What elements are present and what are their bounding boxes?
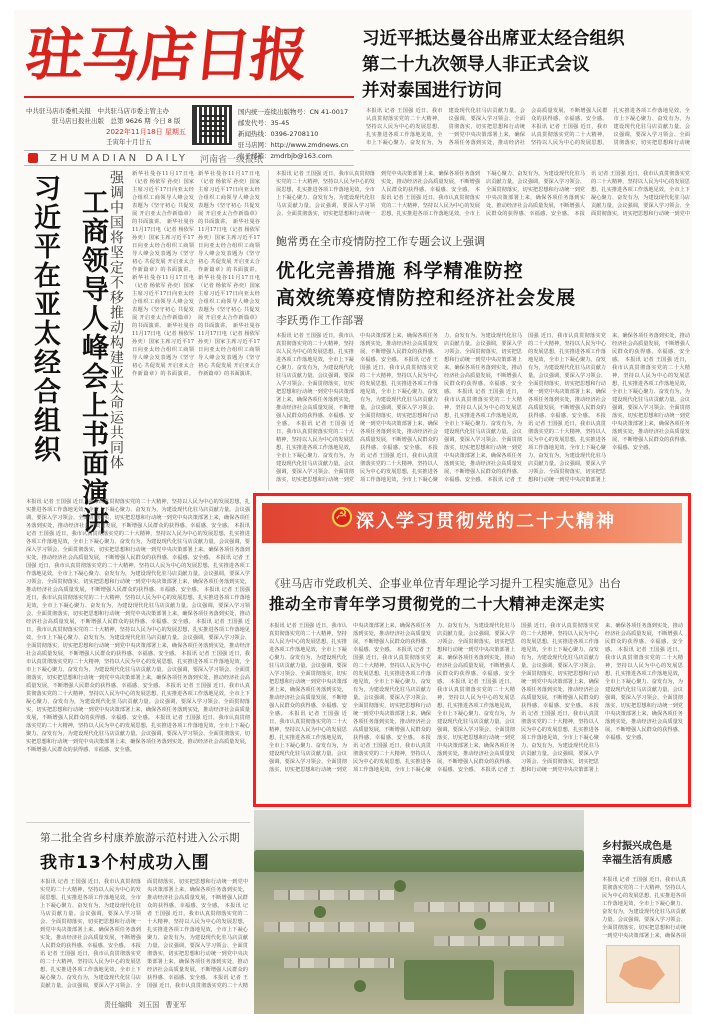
english-strip — [24, 150, 354, 166]
mid-story-kicker: 鲍常勇在全市疫情防控工作专题会议上强调 — [276, 235, 485, 248]
photo-tree-line — [254, 850, 584, 872]
divider — [360, 150, 690, 151]
photo-caption-body: 本报讯 记者 王国强 近日，我市认真贯彻落实党的二十大精神，坚持以人民为中心的发展思想，扎实推进各项工作落地见效，全市上下凝心聚力、奋发有为，为建设现代化驻马店贡献力量。会议强调，要深入学习领会、全面贯彻落实，切实把思想和行动统一到党中央决策部署上来，确保各项 — [602, 877, 686, 939]
english-name: ZHUMADIAN DAILY — [50, 152, 188, 164]
qr-code-icon[interactable] — [192, 105, 232, 145]
brand-mark-icon — [28, 153, 38, 163]
photo-house-row — [264, 922, 414, 932]
footer-editors: 责任编辑 刘玉国 曹亚军 — [104, 1001, 187, 1009]
website-link[interactable]: 驻马店网：http://www.zmdnews.cn — [238, 141, 349, 149]
photo-field — [404, 960, 494, 1000]
photo-house-row — [434, 936, 564, 946]
mid-story-byline: 李跃勇作工作部署 — [276, 314, 364, 327]
party-emblem-icon — [332, 507, 352, 527]
masthead-headline-line-2: 第二十九次领导人非正式会议 — [362, 55, 590, 75]
issue-date: 2022年11月18日 星期五 — [106, 128, 186, 136]
photo-tree — [354, 980, 366, 992]
province-tag: 河南省一级报纸 — [199, 154, 263, 165]
column-divider — [268, 170, 269, 490]
masthead-rule — [24, 96, 354, 98]
postal-code: 邮发代号：35-45 — [238, 119, 290, 127]
email-link[interactable]: 电子邮箱：zmdrbjb@163.com — [238, 152, 332, 160]
top-right-article-body: 本报讯 记者 王国强 近日，我市认真贯彻落实党的二十大精神，坚持以人民为中心的发展思想，扎实推进各项工作落地见效，全市上下凝心聚力、奋发有为，为建设现代化驻马店贡献力量。会议强调，要深入学习领会、全面贯彻落实，切实把思想和行动统一到党中央决策部署上来，确保各项任务落到实处，推动经济社会高质量发展，不断增强人民群众的获得感、幸福感、安全感。 本报讯 记者 王国强 近日，我市认真贯彻落实党的二十大精神，坚持以人民为中心的发展思想，扎实推进各项工作落地见效，全市上下凝心聚力、奋发有为，为建设现代化驻马店贡献力量。会议强调，要深入学习领会、全面贯彻落实，切实把思想和行动统 — [366, 108, 690, 146]
masthead-headline-line-1: 习近平抵达曼谷出席亚太经合组织 — [362, 29, 625, 49]
masthead-headline-line-3: 并对泰国进行访问 — [362, 81, 502, 101]
photo-house-row — [284, 958, 394, 968]
mid-story-body: 本报讯 记者 王国强 近日，我市认真贯彻落实党的二十大精神，坚持以人民为中心的发展思想，扎实推进各项工作落地见效，全市上下凝心聚力、奋发有为，为建设现代化驻马店贡献力量。会议强调，要深入学习领会、全面贯彻落实，切实把思想和行动统一到党中央决策部署上来，确保各项任务落到实处，推动经济社会高质量发展，不断增强人民群众的获得感、幸福感、安全感。 本报讯 记者 王国强 近日，我市认真贯彻落实党的二十大精神，坚持以人民为中心的发展思想，扎实推进各项工作落地见效，全市上下凝心聚力、奋发有为，为建设现代化驻马店贡献力量。会议强调，要深入学习领会、全面贯彻落实，切实把思想和行动统一到党中央决策部署上来，确保各项任务落到实处，推动经济社会高质量发展，不断增强人民群众的获得感、幸福感、安全感。 本报讯 记者 王国强 近日，我市认真贯彻落实党的二十大精神，坚持以人民为中心的发展思想，扎实推进各项工作落地见效，全市上下凝心聚力、奋发有为，为建设现代化驻马店贡献力量。会议强调，要深入学习领会、全面贯彻落实，切实把思想和行动统一到党中央决策部署上来，确保各项任务落到实处，推动经济社会高质量发展，不断增强人民群众的获得感、幸福感、安全感。 本报讯 记者 王国强 近日，我市认真贯彻落实党的二十大精神，坚持以人民为中心的发展思想，扎实推进各项工作落地见效，全市上下凝心聚力、奋发有为，为建设现代化驻马店贡献力量。会议强调，要深入学习领会、全面贯彻落实，切实把思想和行动统一到党中央决策部署上来，确保各项任务落到实处，推动经济社会高质量发展，不断增强人民群众的获得感、幸福感、安全感。 本报讯 记者 王国强 近日，我市认真贯彻落实党的二十大精神，坚持以人民为中心的发展思想，扎实推进各项工作落地见效，全市上下凝心聚力、奋发有为，为建设现代化驻马店贡献力量。会议强调，要深入学习领会、全面贯彻落实，切实把思想和行动统一到党中央决策部署上来，确保各项任务落到实处，推动经济社会高质量发展，不断增强人民群众的获得感、幸福感、安全感。 本报讯 记者 王国强 近日，我市认真贯彻落实党的二十大精神，坚持以人民为中心的发展思想，扎实推进各项工作落地见效，全市上下凝心聚力、奋发有为，为建设现代化驻马店贡献力量。会议强调，要深入学习领会、全面贯彻落实，切实把思想和行动统一到党中央决策部署上来，确保各项任务落到实处，推动经济社会高质量发展，不断增强人民群众的获得感、幸福感、安全感。 本报讯 记者 王国强 近日，我市认真贯彻落实党的二十大精神，坚持以人民为中心的发展思想，扎实推进各项工作落地见效，全市上下凝心聚力、奋发有为，为建设现代化驻马店贡献力量。会议强调，要深入学习领会、全面贯彻落实，切实把思想和行动统一到党中央决策部署上来，确保各项任务落到实处，推动经济社会高质量发展，不断增强人民群众的获得感、幸福感、安全感。 本报讯 记者 王国强 近日，我市认真贯彻落实党的二十大精神，坚持以人民为中心的发展思想，扎实推进各项工作落地见效，全市上下凝心聚力、奋发有为，为建设现代化驻马店贡献力量。会议强调，要深入学习领会、全面贯彻落实，切实把思想和行动统一到党中央决策部署上来，确保各项任务落到实处，推动经济社会高质量发展，不断增强人民群众的获得感、幸福感、安全感。 — [276, 333, 690, 483]
lunar-date: 壬寅年十月廿五 — [106, 138, 152, 146]
mid-story-title-line-2[interactable]: 高效统筹疫情防控和经济社会发展 — [276, 287, 577, 309]
lead-story-body: 新华社曼谷11月17日电（记者 杨依军 孙奕）国家主席习近平17日向亚太经合组织工商领导人峰会发表题为《坚守初心 共促发展 开启亚太合作新篇章》的书面演讲。 新华社曼谷11月17日电（记者 杨依军 孙奕）国家主席习近平17日向亚太经合组织工商领导人峰会发表题为《坚守初心 共促发展 开启亚太合作新篇章》的书面演讲。 新华社曼谷11月17日电（记者 杨依军 孙奕）国家主席习近平17日向亚太经合组织工商领导人峰会发表题为《坚守初心 共促发展 开启亚太合作新篇章》的书面演讲。 新华社曼谷11月17日电（记者 杨依军 孙奕）国家主席习近平17日向亚太经合组织工商领导人峰会发表题为《坚守初心 共促发展 开启亚太合作新篇章》的书面演讲。 新华社曼谷11月17日电（记者 杨依军 孙奕）国家主席习近平17日向亚太经合组织工商领导人峰会发表题为《坚守初心 共促发展 开启亚太合作新篇章》的书面演讲。 新华社曼谷11月17日电（记者 杨依军 孙奕）国家主席习近平17日向亚太经合组织工商领导人峰会发表题为《坚守初心 共促发展 开启亚太合作新篇章》的书面演讲。 新华社曼谷11月17日电（记者 杨依军 孙奕）国家主席习近平17日向亚太经合组织工商领导人峰会发表题为《坚守初心 共促发展 开启亚太合作新篇章》的书面演讲。 新华社曼谷11月17日电（记者 杨依军 孙奕）国家主席习近平17日向亚太经合组织工商领导人峰会发表题为《坚守初心 共促发展 开启亚太合作新篇章》的书面演讲。 — [132, 171, 260, 377]
highlight-banner-title: 深入学习贯彻党的二十大精神 — [356, 511, 616, 532]
lead-story-title-col1[interactable]: 习近平在亚太经合组织 — [29, 174, 60, 464]
photo-house-row — [414, 902, 554, 912]
mid-story-top-body: 本报讯 记者 王国强 近日，我市认真贯彻落实党的二十大精神，坚持以人民为中心的发展思想，扎实推进各项工作落地见效，全市上下凝心聚力、奋发有为，为建设现代化驻马店贡献力量。会议强调，要深入学习领会、全面贯彻落实，切实把思想和行动统一到党中央决策部署上来，确保各项任务落到实处，推动经济社会高质量发展，不断增强人民群众的获得感、幸福感、安全感。 本报讯 记者 王国强 近日，我市认真贯彻落实党的二十大精神，坚持以人民为中心的发展思想，扎实推进各项工作落地见效，全市上下凝心聚力、奋发有为，为建设现代化驻马店贡献力量。会议强调，要深入学习领会、全面贯彻落实，切实把思想和行动统一到党中央决策部署上来，确保各项任务落到实处，推动经济社会高质量发展，不断增强人民群众的获得感、幸福感、安全感。 本报讯 记者 王国强 近日，我市认真贯彻落实党的二十大精神，坚持以人民为中心的发展思想，扎实推进各项工作落地见效，全市上下凝心聚力、奋发有为，为建设现代化驻马店贡献力量。会议强调，要深入学习领会、全面贯彻落实，切实把思想和行动统一到党中 — [276, 171, 690, 217]
mid-story-title-line-1[interactable]: 优化完善措施 科学精准防控 — [276, 260, 524, 282]
photo-tree — [394, 880, 406, 892]
bottom-left-kicker: 第二批全省乡村康养旅游示范村进入公示期 — [40, 832, 240, 844]
photo-caption-line-1: 乡村振兴成色是 — [602, 841, 672, 852]
highlight-title[interactable]: 推动全市青年学习贯彻党的二十大精神走深走实 — [269, 595, 606, 613]
lead-story-body-continued: 本报讯 记者 王国强 近日，我市认真贯彻落实党的二十大精神，坚持以人民为中心的发展思想，扎实推进各项工作落地见效，全市上下凝心聚力、奋发有为，为建设现代化驻马店贡献力量。会议强调，要深入学习领会、全面贯彻落实，切实把思想和行动统一到党中央决策部署上来，确保各项任务落到实处，推动经济社会高质量发展，不断增强人民群众的获得感、幸福感、安全感。 本报讯 记者 王国强 近日，我市认真贯彻落实党的二十大精神，坚持以人民为中心的发展思想，扎实推进各项工作落地见效，全市上下凝心聚力、奋发有为，为建设现代化驻马店贡献力量。会议强调，要深入学习领会、全面贯彻落实，切实把思想和行动统一到党中央决策部署上来，确保各项任务落到实处，推动经济社会高质量发展，不断增强人民群众的获得感、幸福感、安全感。 本报讯 记者 王国强 近日，我市认真贯彻落实党的二十大精神，坚持以人民为中心的发展思想，扎实推进各项工作落地见效，全市上下凝心聚力、奋发有为，为建设现代化驻马店贡献力量。会议强调，要深入学习领会、全面贯彻落实，切实把思想和行动统一到党中央决策部署上来，确保各项任务落到实处，推动经济社会高质量发展，不断增强人民群众的获得感、幸福感、安全感。 本报讯 记者 王国强 近日，我市认真贯彻落实党的二十大精神，坚持以人民为中心的发展思想，扎实推进各项工作落地见效，全市上下凝心聚力、奋发有为，为建设现代化驻马店贡献力量。会议强调，要深入学习领会、全面贯彻落实，切实把思想和行动统一到党中央决策部署上来，确保各项任务落到实处，推动经济社会高质量发展，不断增强人民群众的获得感、幸福感、安全感。 本报讯 记者 王国强 近日，我市认真贯彻落实党的二十大精神，坚持以人民为中心的发展思想，扎实推进各项工作落地见效，全市上下凝心聚力、奋发有为，为建设现代化驻马店贡献力量。会议强调，要深入学习领会、全面贯彻落实，切实把思想和行动统一到党中央决策部署上来，确保各项任务落到实处，推动经济社会高质量发展，不断增强人民群众的获得感、幸福感、安全感。 本报讯 记者 王国强 近日，我市认真贯彻落实党的二十大精神，坚持以人民为中心的发展思想，扎实推进各项工作落地见效，全市上下凝心聚力、奋发有为，为建设现代化驻马店贡献力量。会议强调，要深入学习领会、全面贯彻落实，切实把思想和行动统一到党中央决策部署上来，确保各项任务落到实处，推动经济社会高质量发展，不断增强人民群众的获得感、幸福感、安全感。 本报讯 记者 王国强 近日，我市认真贯彻落实党的二十大精神，坚持以人民为中心的发展思想，扎实推进各项工作落地见效，全市上下凝心聚力、奋发有为，为建设现代化驻马店贡献力量。会议强调，要深入学习领会、全面贯彻落实，切实把思想和行动统一到党中央决策部署上来，确保各项任务落到实处，推动经济社会高质量发展，不断增强人民群众的获得感、幸福感、安全感。 本报讯 记者 王国强 近日，我市认真贯彻落实党的二十大精神，坚持以人民为中心的发展思想，扎实推进各项工作落地见效，全市上下凝心聚力、奋发有为，为建设现代化驻马店贡献力量。会议强调，要深入学习领会、全面贯彻落实，切实把思想和行动统一到党中央决策部署上来，确保各项任务落到实处，推动经济社会高质量发展，不断增强人民群众的获得感、幸福感、安全感。 — [26, 499, 250, 753]
bottom-left-body: 本报讯 记者 王国强 近日，我市认真贯彻落实党的二十大精神，坚持以人民为中心的发展思想，扎实推进各项工作落地见效，全市上下凝心聚力、奋发有为，为建设现代化驻马店贡献力量。会议强调，要深入学习领会、全面贯彻落实，切实把思想和行动统一到党中央决策部署上来，确保各项任务落到实处，推动经济社会高质量发展，不断增强人民群众的获得感、幸福感、安全感。 本报讯 记者 王国强 近日，我市认真贯彻落实党的二十大精神，坚持以人民为中心的发展思想，扎实推进各项工作落地见效，全市上下凝心聚力、奋发有为，为建设现代化驻马店贡献力量。会议强调，要深入学习领会、全面贯彻落实，切实把思想和行动统一到党中央决策部署上来，确保各项任务落到实处，推动经济社会高质量发展，不断增强人民群众的获得感、幸福感、安全感。 本报讯 记者 王国强 近日，我市认真贯彻落实党的二十大精神，坚持以人民为中心的发展思想，扎实推进各项工作落地见效，全市上下凝心聚力、奋发有为，为建设现代化驻马店贡献力量。会议强调，要深入学习领会、全面贯彻落实，切实把思想和行动统一到党中央决策部署上来，确保各项任务落到实处，推动经济社会高质量发展，不断增强人民群众的获得感、幸福感、安全感。 本报讯 记者 王国强 近日，我市认真贯彻落实党的二十大精 — [40, 879, 248, 989]
photo-tree — [314, 906, 326, 918]
hotline: 新闻热线：0396-2708110 — [238, 130, 319, 138]
masthead-headline[interactable] — [362, 26, 690, 104]
lead-story-subtitle: 强调中国将坚定不移推动构建亚太命运共同体 — [108, 170, 124, 470]
cn-number: 国内统一连续出版物号：CN 41-0017 — [238, 108, 349, 116]
section-divider — [26, 822, 250, 823]
map-graphic — [606, 945, 680, 1003]
highlight-subtitle: 《驻马店市党政机关、企事业单位青年理论学习提升工程实施意见》出台 — [269, 577, 621, 590]
photo-house-row — [274, 890, 394, 900]
photo-caption-title — [602, 840, 672, 868]
publisher-line-2: 驻马店日报社出版 总第 9626 期 今日 8 版 — [52, 117, 181, 125]
newspaper-page — [14, 10, 692, 1014]
photo-tree — [474, 918, 486, 930]
highlight-body: 本报讯 记者 王国强 近日，我市认真贯彻落实党的二十大精神，坚持以人民为中心的发展思想，扎实推进各项工作落地见效，全市上下凝心聚力、奋发有为，为建设现代化驻马店贡献力量。会议强调，要深入学习领会、全面贯彻落实，切实把思想和行动统一到党中央决策部署上来，确保各项任务落到实处，推动经济社会高质量发展，不断增强人民群众的获得感、幸福感、安全感。 本报讯 记者 王国强 近日，我市认真贯彻落实党的二十大精神，坚持以人民为中心的发展思想，扎实推进各项工作落地见效，全市上下凝心聚力、奋发有为，为建设现代化驻马店贡献力量。会议强调，要深入学习领会、全面贯彻落实，切实把思想和行动统一到党中央决策部署上来，确保各项任务落到实处，推动经济社会高质量发展，不断增强人民群众的获得感、幸福感、安全感。 本报讯 记者 王国强 近日，我市认真贯彻落实党的二十大精神，坚持以人民为中心的发展思想，扎实推进各项工作落地见效，全市上下凝心聚力、奋发有为，为建设现代化驻马店贡献力量。会议强调，要深入学习领会、全面贯彻落实，切实把思想和行动统一到党中央决策部署上来，确保各项任务落到实处，推动经济社会高质量发展，不断增强人民群众的获得感、幸福感、安全感。 本报讯 记者 王国强 近日，我市认真贯彻落实党的二十大精神，坚持以人民为中心的发展思想，扎实推进各项工作落地见效，全市上下凝心聚力、奋发有为，为建设现代化驻马店贡献力量。会议强调，要深入学习领会、全面贯彻落实，切实把思想和行动统一到党中央决策部署上来，确保各项任务落到实处，推动经济社会高质量发展，不断增强人民群众的获得感、幸福感、安全感。 本报讯 记者 王国强 近日，我市认真贯彻落实党的二十大精神，坚持以人民为中心的发展思想，扎实推进各项工作落地见效，全市上下凝心聚力、奋发有为，为建设现代化驻马店贡献力量。会议强调，要深入学习领会、全面贯彻落实，切实把思想和行动统一到党中央决策部署上来，确保各项任务落到实处，推动经济社会高质量发展，不断增强人民群众的获得感、幸福感、安全感。 本报讯 记者 王国强 近日，我市认真贯彻落实党的二十大精神，坚持以人民为中心的发展思想，扎实推进各项工作落地见效，全市上下凝心聚力、奋发有为，为建设现代化驻马店贡献力量。会议强调，要深入学习领会、全面贯彻落实，切实把思想和行动统一到党中央决策部署上来，确保各项任务落到实处，推动经济社会高质量发展，不断增强人民群众的获得感、幸福感、安全感。 本报讯 记者 王国强 近日，我市认真贯彻落实党的二十大精神，坚持以人民为中心的发展思想，扎实推进各项工作落地见效，全市上下凝心聚力、奋发有为，为建设现代化驻马店贡献力量。会议强调，要深入学习领会、全面贯彻落实，切实把思想和行动统一到党中央决策部署上来，确保各项任务落到实处，推动经济社会高质量发展，不断增强人民群众的获得感、幸福感、安全感。 本报讯 记者 王国强 近日，我市认真贯彻落实党的二十大精神，坚持以人民为中心的发展思想，扎实推进各项工作落地见效，全市上下凝心聚力、奋发有为，为建设现代化驻马店贡献力量。会议强调，要深入学习领会、全面贯彻落实，切实把思想和行动统一到党中央决策部署上来，确保各项任务落到实处，推动经济社会高质量发展，不断增强人民群众的获得感、幸福感、安全感。 — [269, 623, 683, 773]
publisher-line-1: 中共驻马店市委机关报 中共驻马店市委主管主办 — [26, 107, 169, 115]
photo-caption-line-2: 幸福生活有质感 — [602, 855, 672, 866]
photo-field — [504, 970, 574, 1006]
village-aerial-photo[interactable] — [254, 810, 584, 1014]
newspaper-logo: 驻马店日报 — [22, 21, 310, 89]
bottom-left-title[interactable]: 我市13个村成功入围 — [40, 853, 210, 873]
lead-story-title-col2[interactable]: 工商领导人峰会上书面演讲 — [77, 188, 108, 536]
